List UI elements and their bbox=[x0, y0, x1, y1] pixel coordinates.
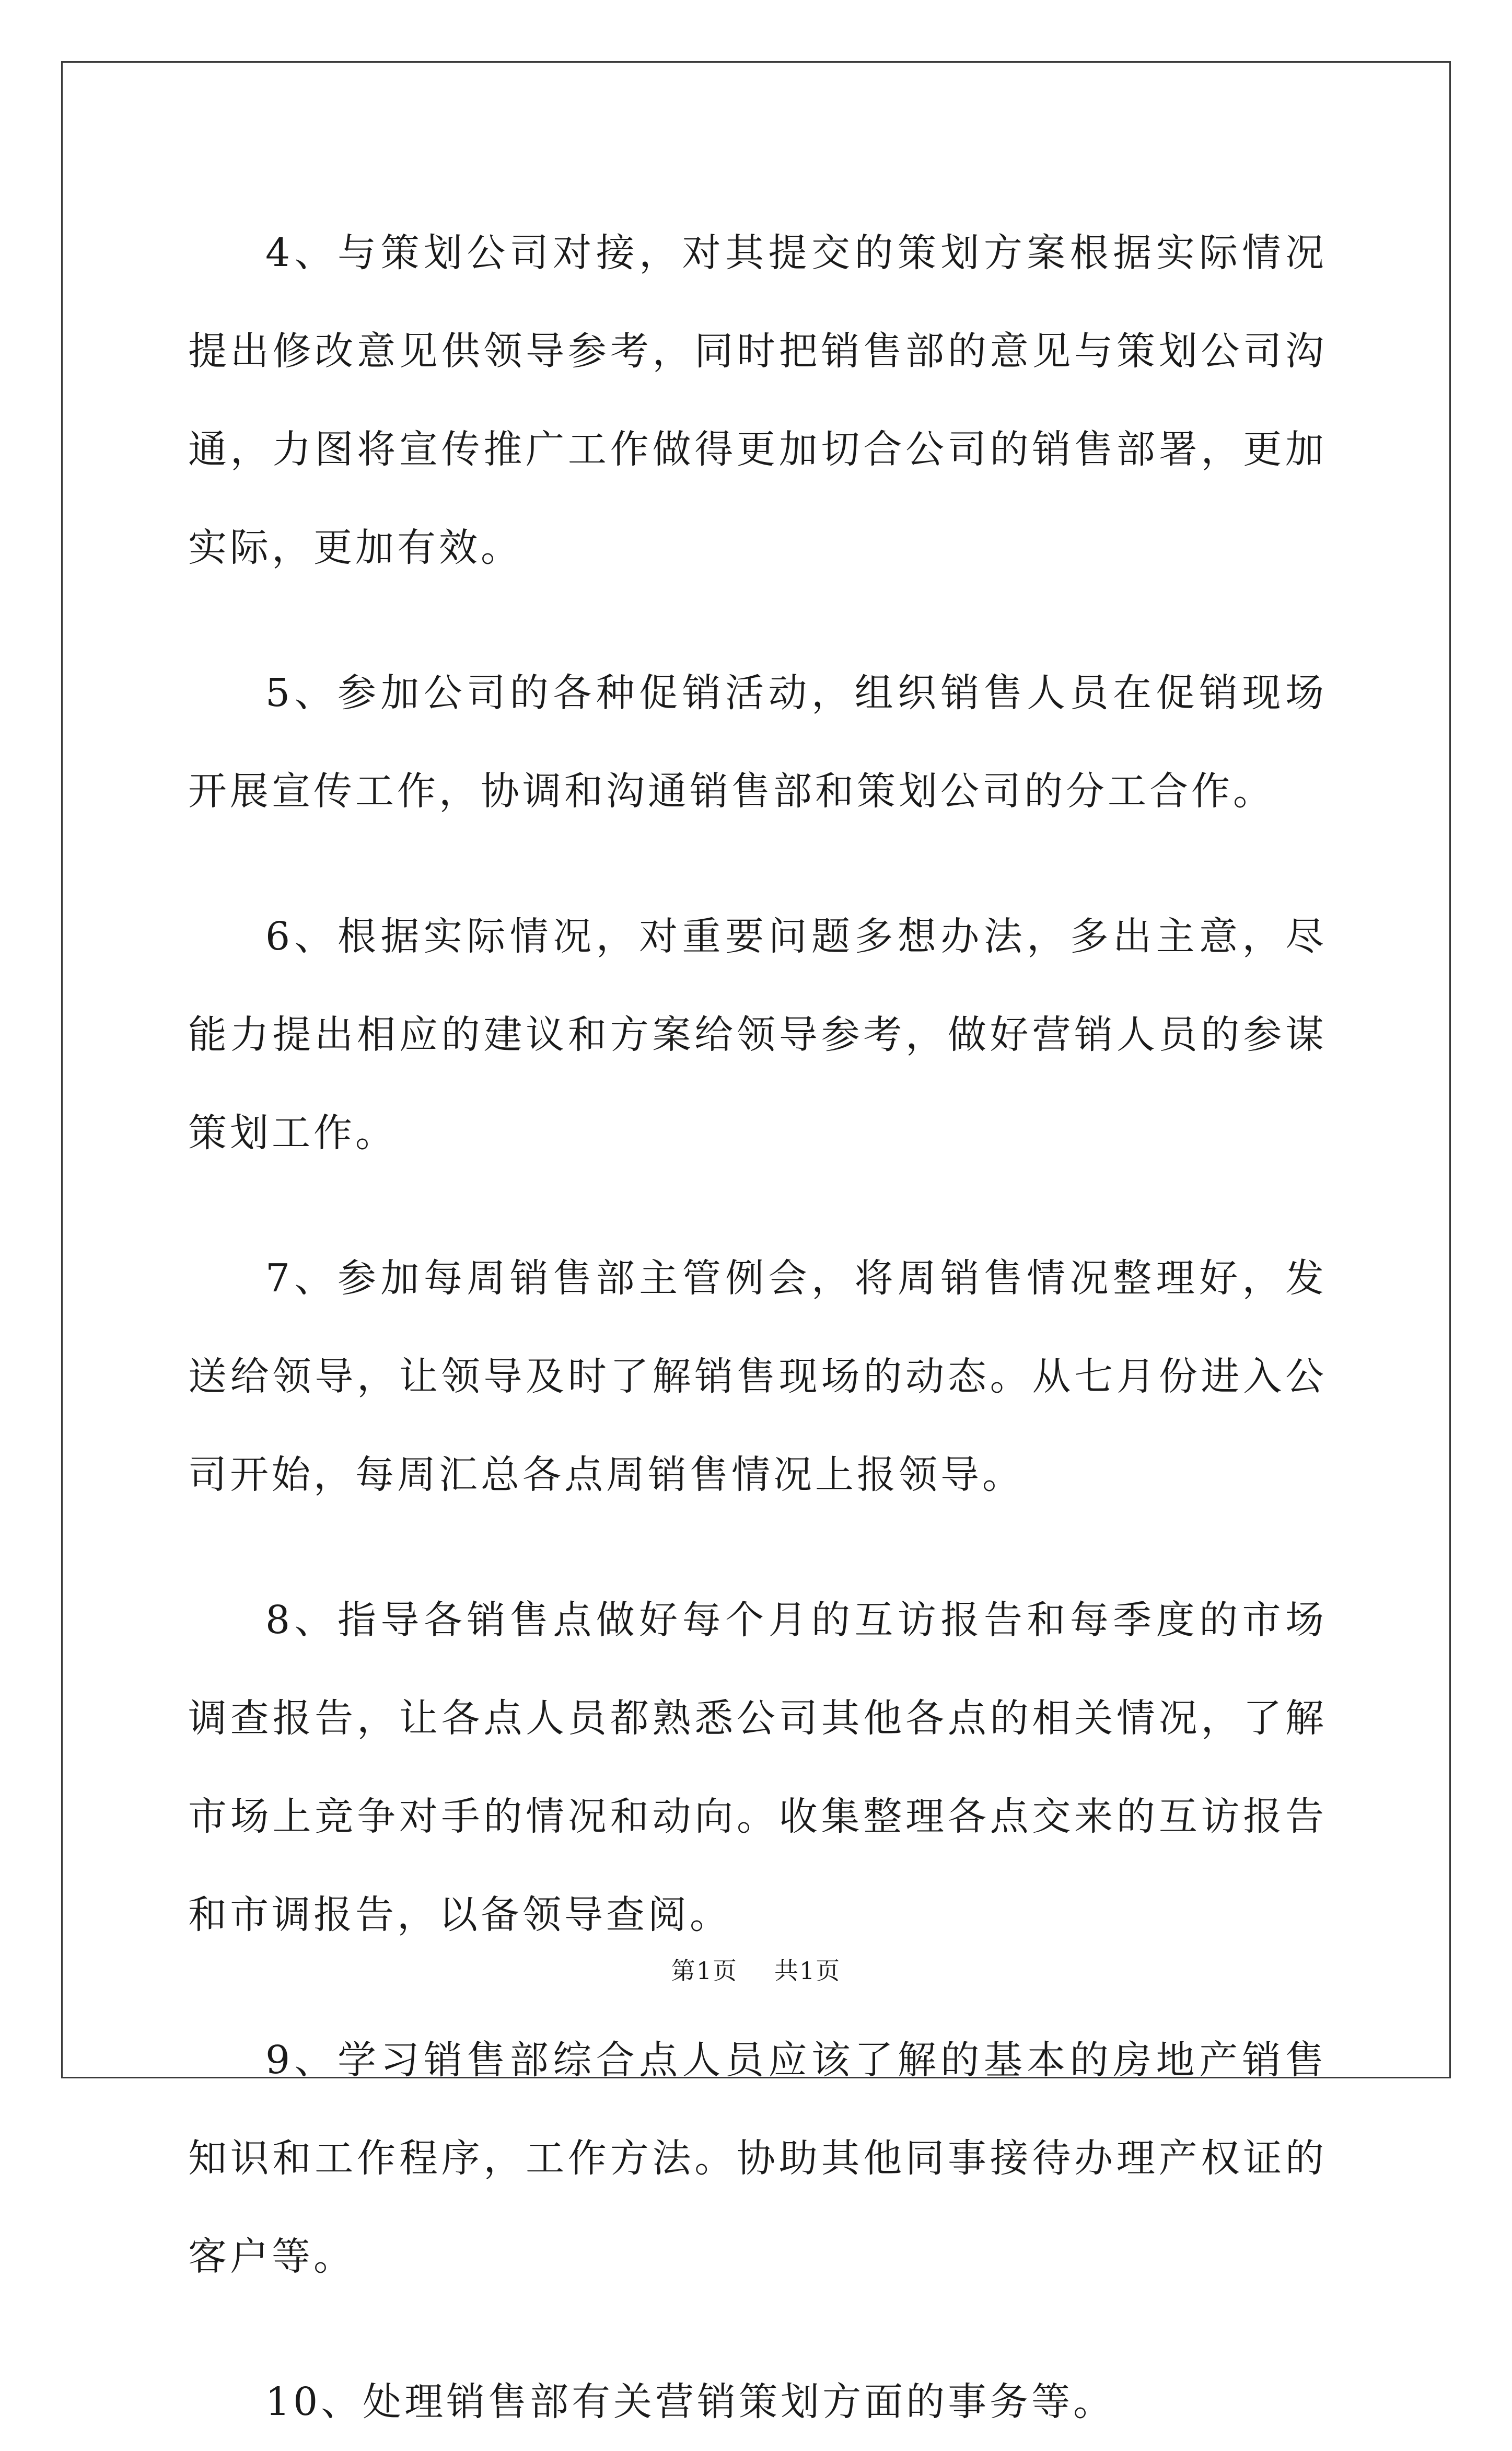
page-number-total: 共1页 bbox=[774, 1957, 841, 1985]
paragraph-4: 4、与策划公司对接，对其提交的策划方案根据实际情况提出修改意见供领导参考，同时把销售部的意见与策划公司沟通，力图将宣传推广工作做得更加切合公司的销售部署，更加实际，更加有效。 bbox=[188, 230, 1327, 570]
paragraph-10: 10、处理销售部有关营销策划方面的事务等。 bbox=[265, 2379, 1115, 2424]
paragraph-6: 6、根据实际情况，对重要问题多想办法，多出主意，尽能力提出相应的建议和方案给领导参考，做好营销人员的参谋策划工作。 bbox=[188, 914, 1327, 1155]
page-footer bbox=[0, 1952, 1512, 1986]
paragraph-7: 7、参加每周销售部主管例会，将周销售情况整理好，发送给领导，让领导及时了解销售现场的动态。从七月份进入公司开始，每周汇总各点周销售情况上报领导。 bbox=[188, 1256, 1327, 1497]
paragraph-9: 9、学习销售部综合点人员应该了解的基本的房地产销售知识和工作程序，工作方法。协助其他同事接待办理产权证的客户等。 bbox=[188, 2038, 1327, 2279]
document-body bbox=[188, 204, 1327, 2451]
paragraph-8: 8、指导各销售点做好每个月的互访报告和每季度的市场调查报告，让各点人员都熟悉公司其他各点的相关情况，了解市场上竞争对手的情况和动向。收集整理各点交来的互访报告和市调报告，以备领导查阅。 bbox=[188, 1598, 1327, 1937]
paragraph-5: 5、参加公司的各种促销活动，组织销售人员在促销现场开展宣传工作，协调和沟通销售部和策划公司的分工合作。 bbox=[188, 670, 1327, 814]
page-number-current: 第1页 bbox=[671, 1957, 738, 1985]
